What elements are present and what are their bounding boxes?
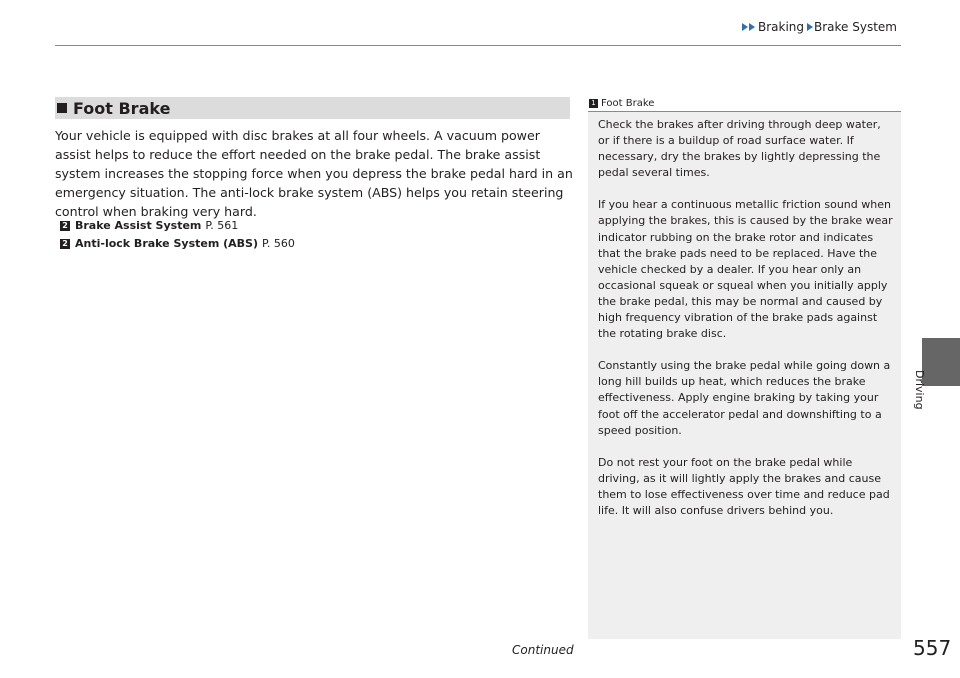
- ref-link-brake-assist[interactable]: [60, 219, 238, 232]
- breadcrumb-item-braking[interactable]: Braking: [757, 20, 804, 34]
- sidebar-paragraph: Constantly using the brake pedal while going down a long hill builds up heat, which reduces the brake effectiveness. Apply engine braking by taking your foot off the accelerator pedal and downshifting to a speed position.: [598, 359, 891, 437]
- sidebar-note-heading: Foot Brake: [601, 97, 655, 109]
- ref-page: P. 560: [262, 237, 295, 250]
- sidebar-paragraph: Do not rest your foot on the brake pedal while driving, as it will lightly apply the brakes and cause them to lose effectiveness over time and reduce pad life. It will also confuse drivers behind you.: [598, 455, 890, 517]
- breadcrumb: [742, 20, 900, 34]
- main-paragraph: Your vehicle is equipped with disc brakes at all four wheels. A vacuum power assist helps to reduce the effort needed on the brake pedal. The brake assist system increases the stopping force when you depress the brake pedal hard in an emergency situation. The anti-lock brake system (ABS) helps you retain steering control when braking very hard.: [55, 128, 573, 219]
- section-square-icon: [57, 103, 67, 113]
- ref-page: P. 561: [205, 219, 239, 232]
- sidebar-paragraph: Check the brakes after driving through deep water, or if there is a buildup of road surface water. If necessary, dry the brakes by lightly depressing the pedal several times.: [598, 118, 881, 180]
- ref-link-abs[interactable]: [60, 237, 295, 250]
- page-number: 557: [913, 636, 952, 660]
- ref-title: Anti-lock Brake System (ABS): [75, 237, 258, 250]
- reference-arrow-icon: 2: [60, 221, 70, 231]
- breadcrumb-arrow-icon: [742, 23, 748, 31]
- breadcrumb-arrow-icon: [807, 23, 813, 31]
- continued-label: Continued: [512, 643, 574, 657]
- section-title: Foot Brake: [73, 98, 171, 118]
- chapter-tab[interactable]: [922, 338, 960, 386]
- header-rule: [55, 45, 901, 46]
- breadcrumb-arrow-icon: [749, 23, 755, 31]
- note-icon: 1: [589, 99, 598, 108]
- sidebar-paragraph: If you hear a continuous metallic friction sound when applying the brakes, this is caused by the brake wear indicator rubbing on the brake rotor and indicates that the brake pads need to be replaced. Have the vehicle checked by a dealer. If you hear only an occasional squeak or squeal when you initially apply the brake pedal, this may be normal and caused by high frequency vibration of the brake pads against the rotating brake disc.: [598, 198, 893, 341]
- reference-arrow-icon: 2: [60, 239, 70, 249]
- sidebar-note-header: [588, 95, 901, 112]
- ref-title: Brake Assist System: [75, 219, 202, 232]
- chapter-tab-label: Driving: [913, 370, 926, 410]
- breadcrumb-item-brake-system[interactable]: Brake System: [814, 20, 897, 34]
- section-header: [55, 97, 570, 119]
- sidebar-note-body: [598, 117, 894, 535]
